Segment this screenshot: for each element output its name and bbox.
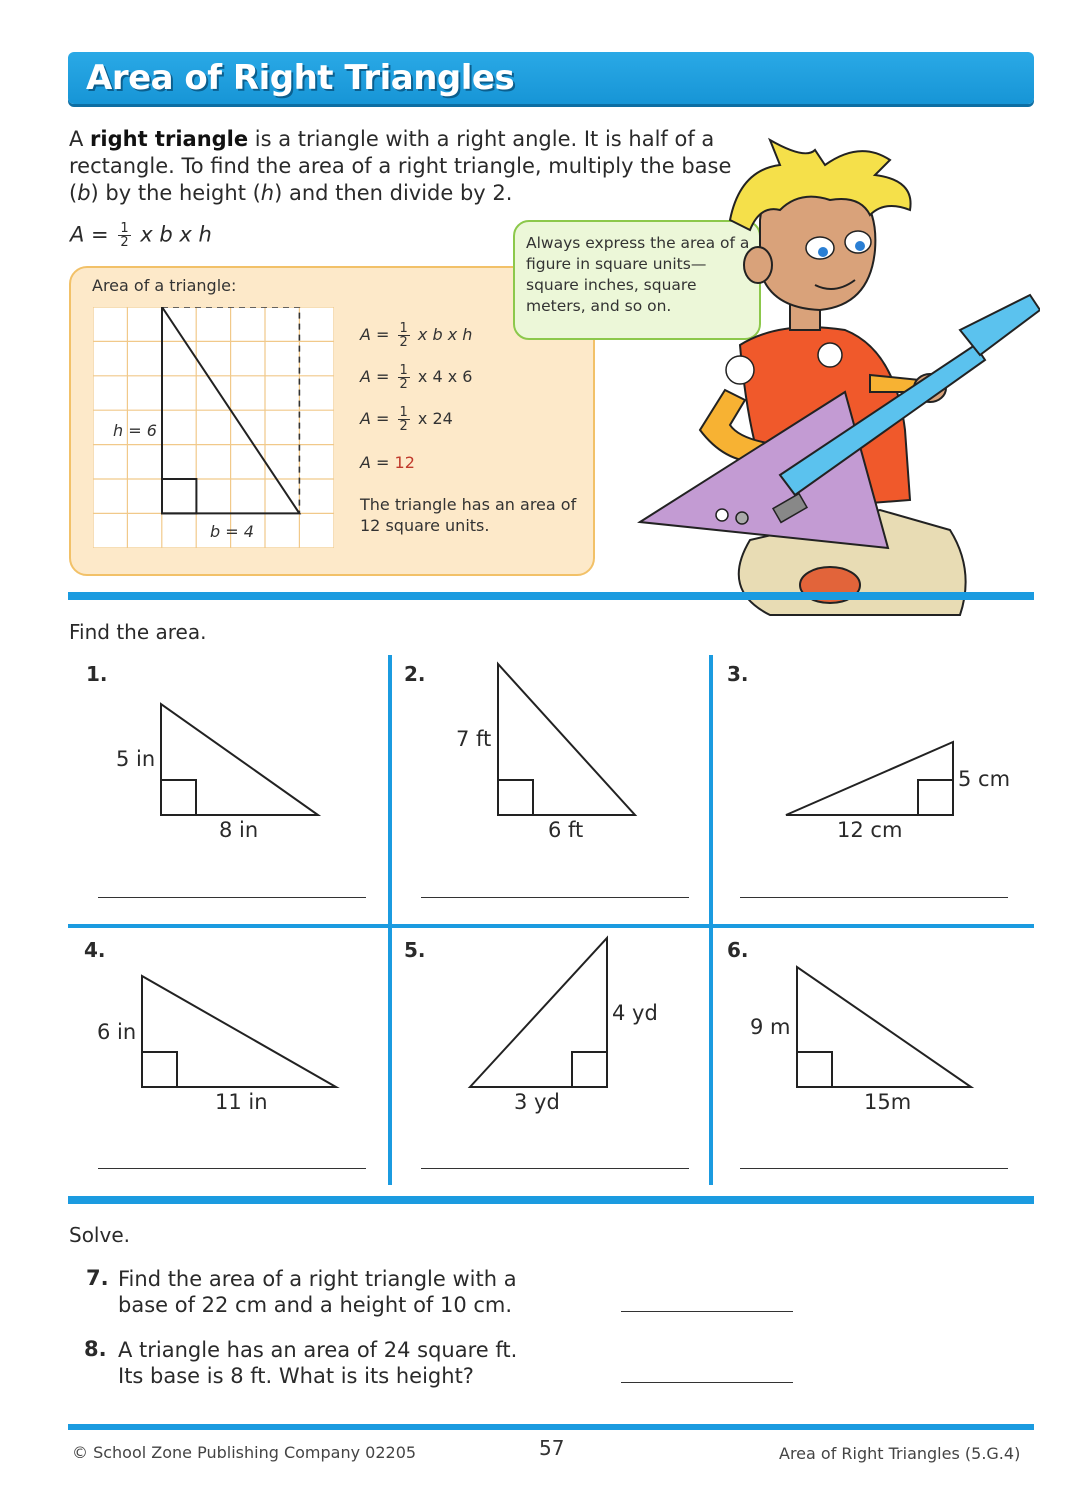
- step-1-fraction: [398, 322, 410, 349]
- problem-2-triangle: [492, 660, 642, 820]
- problem-2-height: 7 ft: [456, 727, 492, 751]
- step-2-den: 2: [399, 377, 408, 392]
- question-8-number: 8.: [84, 1337, 107, 1361]
- question-7-line1: Find the area of a right triangle with a: [118, 1267, 517, 1291]
- problem-6-base: 15m: [864, 1090, 912, 1114]
- footer-copyright: © School Zone Publishing Company 02205: [72, 1443, 417, 1462]
- step-2-num: 1: [399, 363, 408, 378]
- problem-5-answer-line[interactable]: [421, 1168, 689, 1169]
- problem-4-height: 6 in: [97, 1020, 137, 1044]
- example-step-2: [360, 364, 472, 391]
- intro-term: right triangle: [90, 127, 249, 151]
- step-2-rhs: x 4 x 6: [417, 367, 473, 386]
- example-label: Area of a triangle:: [92, 276, 237, 295]
- footer-divider: [68, 1424, 1034, 1430]
- formula-rhs: x b x h: [140, 222, 212, 247]
- section-divider-2: [68, 1196, 1034, 1204]
- example-result: [360, 453, 415, 472]
- solve-instruction: Solve.: [69, 1223, 130, 1247]
- problem-3-height: 5 cm: [958, 767, 1011, 791]
- step-2-lhs: A =: [360, 367, 390, 386]
- problem-3-base: 12 cm: [837, 818, 903, 842]
- problem-6-height: 9 m: [750, 1015, 791, 1039]
- find-instruction: Find the area.: [69, 620, 207, 644]
- intro-lead: A: [69, 127, 91, 151]
- problem-4-answer-line[interactable]: [98, 1168, 366, 1169]
- example-note: The triangle has an area of 12 square units.: [360, 495, 577, 535]
- step-3-den: 2: [399, 419, 408, 434]
- area-formula: [70, 222, 212, 249]
- page-number: 57: [539, 1436, 565, 1460]
- fraction-denominator: 2: [120, 235, 129, 250]
- height-label: h = 6: [113, 421, 157, 440]
- footer-topic: Area of Right Triangles (5.G.4): [779, 1444, 1021, 1463]
- question-7-text: [118, 1266, 558, 1318]
- question-8-answer-line[interactable]: [621, 1382, 793, 1383]
- problem-5-number: 5.: [404, 938, 426, 962]
- result-lhs: A =: [360, 453, 390, 472]
- question-8-line2: Its base is 8 ft. What is its height?: [118, 1364, 474, 1388]
- step-1-num: 1: [399, 321, 408, 336]
- problem-4-triangle: [136, 972, 342, 1092]
- question-8-text: [118, 1337, 558, 1389]
- problem-4-base: 11 in: [215, 1090, 268, 1114]
- problem-3-number: 3.: [727, 662, 749, 686]
- step-3-fraction: [398, 406, 410, 433]
- problem-1-answer-line[interactable]: [98, 897, 366, 898]
- intro-line1: is a triangle with a right angle. It is half of a: [248, 127, 715, 151]
- problem-1-base: 8 in: [219, 818, 259, 842]
- problem-1-height: 5 in: [116, 747, 156, 771]
- guitar-head: [960, 295, 1040, 355]
- step-2-fraction: [398, 364, 410, 391]
- problem-6-answer-line[interactable]: [740, 1168, 1008, 1169]
- column-divider-1: [388, 655, 392, 1185]
- intro-line2: rectangle. To find the area of a right triangle, multiply the base: [69, 154, 732, 178]
- step-1-rhs: x b x h: [417, 325, 473, 344]
- intro-line3-b: ) by the height (: [90, 181, 261, 205]
- problem-5-height: 4 yd: [612, 1001, 658, 1025]
- step-3-lhs: A =: [360, 409, 390, 428]
- section-divider-1: [68, 592, 1034, 600]
- base-label: b = 4: [210, 522, 254, 541]
- step-3-num: 1: [399, 405, 408, 420]
- formula-lhs: A =: [70, 222, 109, 247]
- problem-2-answer-line[interactable]: [421, 897, 689, 898]
- problem-4-number: 4.: [84, 938, 106, 962]
- problem-5-base: 3 yd: [514, 1090, 560, 1114]
- tip-text: Always express the area of a figure in square units—square inches, square meters, and so on.: [526, 234, 750, 315]
- problem-2-number: 2.: [404, 662, 426, 686]
- problem-1-number: 1.: [86, 662, 108, 686]
- page-title: Area of Right Triangles: [86, 58, 515, 98]
- fraction-numerator: 1: [120, 221, 129, 236]
- step-1-lhs: A =: [360, 325, 390, 344]
- intro-var-b: b: [77, 181, 91, 205]
- question-7-line2: base of 22 cm and a height of 10 cm.: [118, 1293, 513, 1317]
- guitarist-illustration: [630, 130, 1040, 620]
- step-1-den: 2: [399, 335, 408, 350]
- intro-line3-c: ) and then divide by 2.: [274, 181, 513, 205]
- result-value: 12: [394, 453, 415, 472]
- problem-5-triangle: [466, 934, 614, 1092]
- problem-6-number: 6.: [727, 938, 749, 962]
- problem-1-triangle: [155, 700, 325, 820]
- row-divider: [68, 924, 1034, 928]
- question-8-line1: A triangle has an area of 24 square ft.: [118, 1338, 518, 1362]
- column-divider-2: [709, 655, 713, 1185]
- problem-2-base: 6 ft: [548, 818, 584, 842]
- intro-var-h: h: [260, 181, 275, 205]
- step-3-rhs: x 24: [417, 409, 453, 428]
- example-step-1: [360, 322, 472, 349]
- problem-3-answer-line[interactable]: [740, 897, 1008, 898]
- problem-6-triangle: [791, 963, 977, 1092]
- formula-fraction: [118, 222, 130, 249]
- example-step-3: [360, 406, 453, 433]
- question-7-answer-line[interactable]: [621, 1311, 793, 1312]
- question-7-number: 7.: [86, 1266, 109, 1290]
- problem-3-triangle: [782, 738, 960, 820]
- intro-line3-a: (: [69, 181, 78, 205]
